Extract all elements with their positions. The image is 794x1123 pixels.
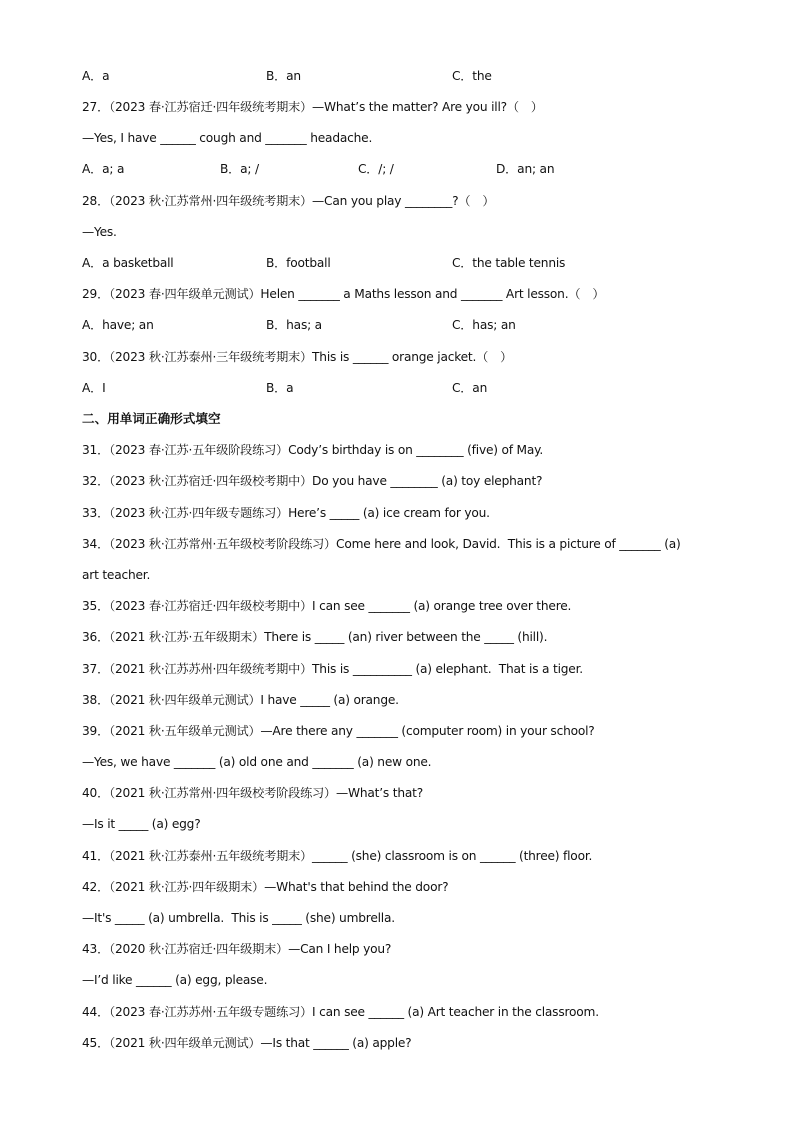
question-45: 45．（2021 秋·四年级单元测试）—Is that ______ (a) apple?: [82, 1036, 412, 1050]
question-34: 34．（2023 秋·江苏常州·五年级校考阶段练习）Come here and look, David. This is a picture of _______ (a): [82, 537, 681, 551]
question-39-dialogue: —Yes, we have _______ (a) old one and _______ (a) new one.: [82, 755, 432, 769]
question-43-dialogue: —I’d like ______ (a) egg, please.: [82, 973, 268, 987]
option-c: C．has; an: [452, 318, 516, 332]
question-42-dialogue: —It's _____ (a) umbrella. This is _____ (she) umbrella.: [82, 911, 395, 925]
question-41: 41．（2021 秋·江苏泰州·五年级统考期末）______ (she) classroom is on ______ (three) floor.: [82, 849, 593, 863]
question-39: 39．（2021 秋·五年级单元测试）—Are there any _______ (computer room) in your school?: [82, 724, 595, 738]
option-b: B．an: [266, 69, 301, 83]
question-40: 40．（2021 秋·江苏常州·四年级校考阶段练习）—What’s that?: [82, 786, 423, 800]
option-b: B．has; a: [266, 318, 322, 332]
question-37: 37．（2021 秋·江苏苏州·四年级统考期中）This is __________ (a) elephant. That is a tiger.: [82, 662, 583, 676]
option-d: D．an; an: [496, 162, 555, 176]
question-33: 33．（2023 秋·江苏·四年级专题练习）Here’s _____ (a) ice cream for you.: [82, 506, 490, 520]
option-b: B．football: [266, 256, 331, 270]
option-a: A．a basketball: [82, 256, 174, 270]
question-42: 42．（2021 秋·江苏·四年级期末）—What's that behind the door?: [82, 880, 449, 894]
option-c: C．an: [452, 381, 488, 395]
question-36: 36．（2021 秋·江苏·五年级期末）There is _____ (an) river between the _____ (hill).: [82, 630, 548, 644]
question-44: 44．（2023 春·江苏苏州·五年级专题练习）I can see ______ (a) Art teacher in the classroom.: [82, 1005, 599, 1019]
question-40-dialogue: —Is it _____ (a) egg?: [82, 817, 201, 831]
question-29-stem: 29．（2023 春·四年级单元测试）Helen _______ a Maths lesson and _______ Art lesson.（ ）: [82, 287, 605, 301]
option-a: A．have; an: [82, 318, 154, 332]
option-c: C．the table tennis: [452, 256, 566, 270]
question-31: 31．（2023 春·江苏·五年级阶段练习）Cody’s birthday is on ________ (five) of May.: [82, 443, 544, 457]
option-a: A．I: [82, 381, 106, 395]
section-title: 二、用单词正确形式填空: [82, 411, 221, 426]
question-35: 35．（2023 春·江苏宿迁·四年级校考期中）I can see _______ (a) orange tree over there.: [82, 599, 572, 613]
option-c: C．/; /: [358, 162, 394, 176]
question-34-continued: art teacher.: [82, 568, 151, 582]
option-c: C．the: [452, 69, 492, 83]
question-28-dialogue: —Yes.: [82, 225, 117, 239]
option-b: B．a: [266, 381, 294, 395]
option-b: B．a; /: [220, 162, 259, 176]
question-27-dialogue: —Yes, I have ______ cough and _______ headache.: [82, 131, 373, 145]
question-32: 32．（2023 秋·江苏宿迁·四年级校考期中）Do you have ________ (a) toy elephant?: [82, 474, 543, 488]
question-38: 38．（2021 秋·四年级单元测试）I have _____ (a) orange.: [82, 693, 399, 707]
question-30-stem: 30．（2023 秋·江苏泰州·三年级统考期末）This is ______ orange jacket.（ ）: [82, 350, 513, 364]
option-a: A．a; a: [82, 162, 125, 176]
question-43: 43．（2020 秋·江苏宿迁·四年级期末）—Can I help you?: [82, 942, 392, 956]
option-a: A．a: [82, 69, 110, 83]
question-28-stem: 28．（2023 秋·江苏常州·四年级统考期末）—Can you play ________?（ ）: [82, 194, 495, 208]
question-27-stem: 27．（2023 春·江苏宿迁·四年级统考期末）—What’s the matter? Are you ill?（ ）: [82, 100, 543, 114]
